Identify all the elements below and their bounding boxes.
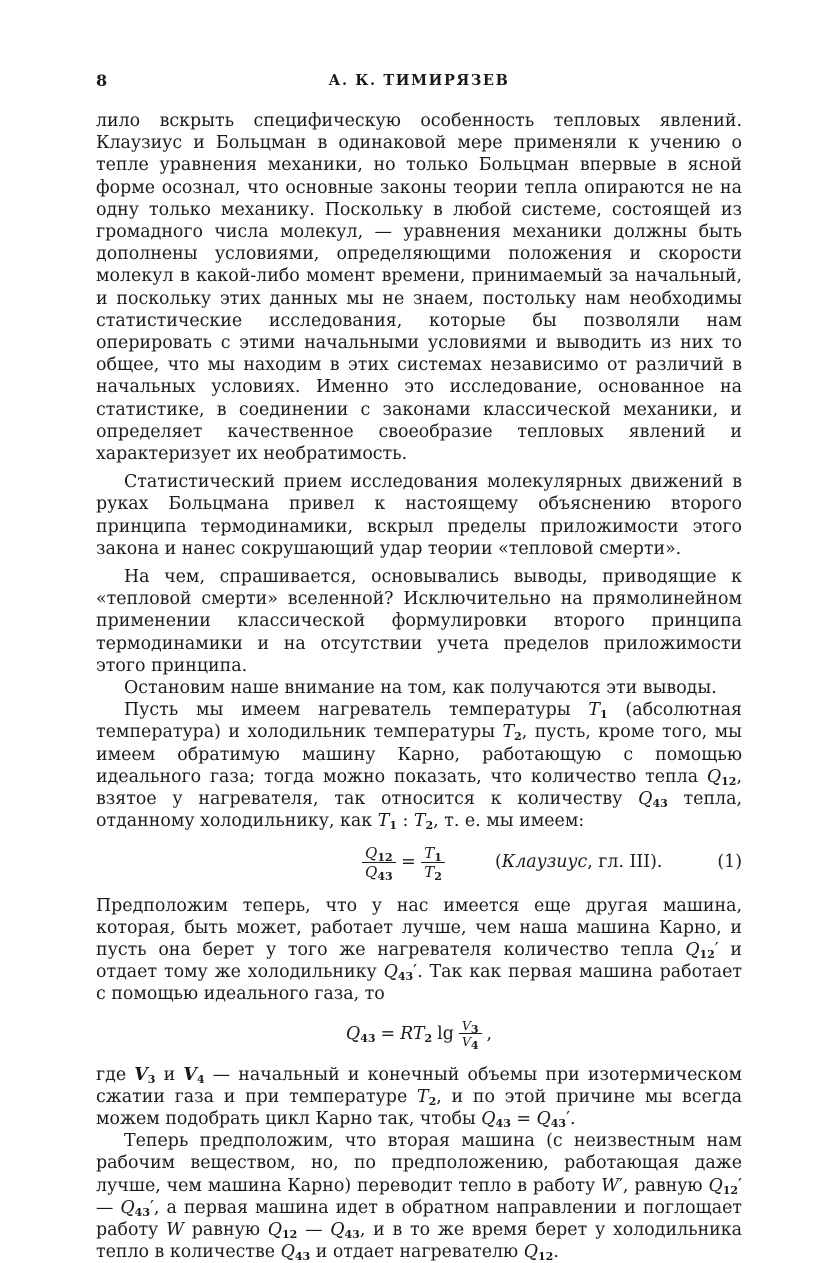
running-header	[96, 70, 742, 94]
formula-2: $Q_{43}$ = $RT_2$ lg $\frac{V_3}{V_4}$ ,	[345, 1018, 493, 1053]
paragraph-3: На чем, спрашивается, основывались выводы, приводящие к «тепловой смерти» вселенной? Исключительно на прямолинейном применении классической формулировки второго принципа термодинамики и на отсутствии учета пределов приложимости этого принципа.	[96, 567, 742, 676]
paragraph-6: Предположим теперь, что у нас имеется еще другая машина, которая, быть может, работает лучше, чем наша машина Карно, и пусть она берет у того же нагревателя количество тепла $Q_{12}'$ и отдает тому же холодильнику $Q_{43}'$. Так как первая машина работает с помощью идеального газа, то	[96, 895, 742, 1005]
paragraph-5: Пусть мы имеем нагреватель температуры $T_1$ (абсолютная температура) и холодильник температуры $T_2$, пусть, кроме того, мы имеем обратимую машину Карно, работающую с помощью идеального газа; тогда можно показать, что количество тепла $Q_{12}$, взятое у нагревателя, так относится к количеству $Q_{43}$ тепла, отданному холодильнику, как $T_1$ : $T_2$, т. е. мы имеем:	[96, 700, 742, 833]
page-number: 8	[96, 71, 109, 90]
fraction-t: $\frac{T_1}{T_2}$	[421, 844, 445, 881]
fraction-v: $\frac{V_3}{V_4}$	[459, 1018, 482, 1049]
paragraph-4: Остановим наше внимание на том, как получаются эти выводы.	[124, 678, 717, 699]
formula-1-expression: $\frac{Q_{12}}{Q_{43}}$ = $\frac{T_1}{T_2}$	[362, 844, 445, 881]
equation-number: (1)	[717, 852, 742, 873]
paragraph-2: Статистический прием исследования молекулярных движений в руках Больцмана привел к настоящему объяснению второго принципа термодинамики, вскрыл пределы приложимости этого закона и нанес сокрушающий удар теории «тепловой смерти».	[96, 472, 742, 559]
page	[96, 70, 742, 1263]
formula-1-citation: (Клаузиус, гл. III).	[494, 852, 663, 873]
running-title: А. К. ТИМИРЯЗЕВ	[328, 72, 510, 89]
paragraph-7: где $V_3$ и $V_4$ — начальный и конечный объемы при изотермическом сжатии газа и при температуре $T_2$, и по этой причине мы всегда можем подобрать цикл Карно так, чтобы $Q_{43} = Q_{43}'$.	[96, 1064, 742, 1130]
formula-1	[96, 837, 742, 889]
paragraph-8: Теперь предположим, что вторая машина (с неизвестным нам рабочим веществом, но, по предположению, работающая даже лучше, чем машина Карно) переводит тепло в работу W′, равную $Q_{12}'$ — $Q_{43}'$, а первая машина идет в обратном направлении и поглощает работу W равную $Q_{12}$ — $Q_{43}$, и в то же время берет у холодильника тепло в количестве $Q_{43}$ и отдает нагревателю $Q_{12}$.	[96, 1131, 743, 1263]
fraction-q: $\frac{Q_{12}}{Q_{43}}$	[362, 844, 396, 881]
paragraph-1: лило вскрыть специфическую особенность тепловых явлений. Клаузиус и Больцман в одинаковой мере применяли к учению о тепле уравнения механики, но только Больцман впервые в ясной форме осознал, что основные законы теории тепла опираются не на одну только механику. Поскольку в любой системе, состоящей из громадного числа молекул, — уравнения механики должны быть дополнены условиями, определяющими положения и скорости молекул в какой-либо момент времени, принимаемый за начальный, и поскольку этих данных мы не знаем, постольку нам необходимы статистические исследования, которые бы позволяли нам оперировать с этими начальными условиями и выводить из них то общее, что мы находим в этих системах независимо от различий в начальных условиях. Именно это исследование, основанное на статистике, в соединении с законами классической механики, и определяет качественное своеобразие тепловых явлений и характеризует их необратимость.	[96, 111, 742, 465]
